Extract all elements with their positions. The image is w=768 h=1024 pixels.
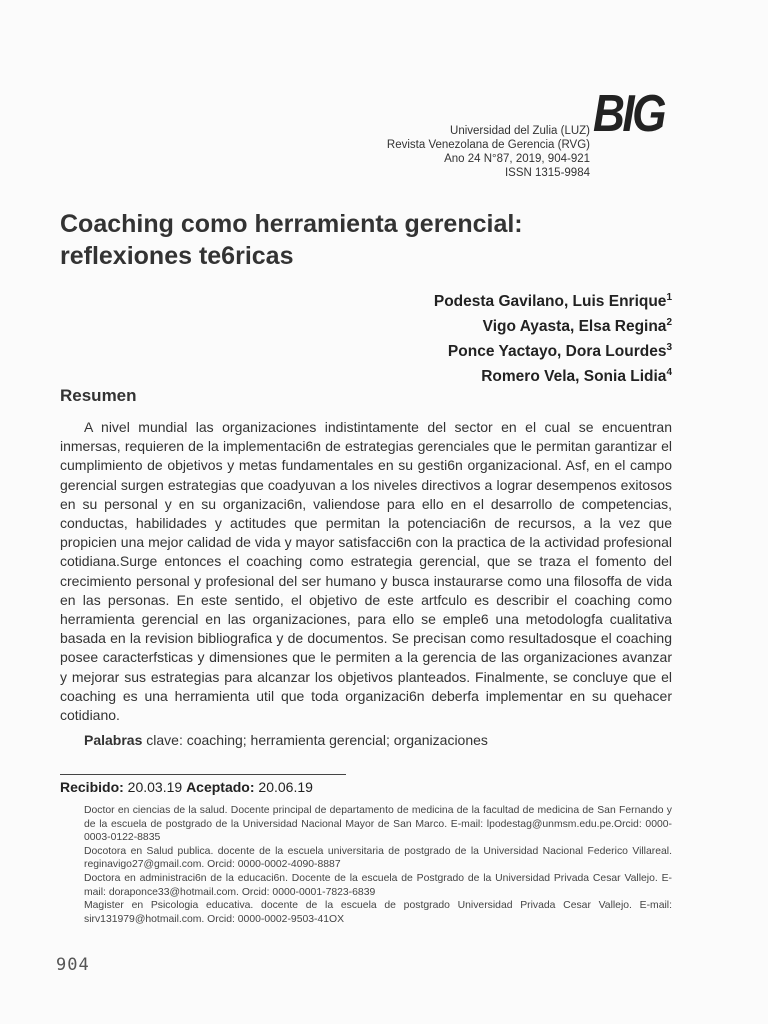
footnote: Doctora en administraci6n de la educaci6n. Docente de la escuela de Postgrado de la Universidad Privada Cesar Vallejo. E-mail: doraponce33@hotmail.com. Orcid: 0000-0001-7823-6839	[84, 872, 672, 898]
author-mark: 1	[666, 292, 672, 303]
footnote: Magister en Psicologia educativa. docente de la escuela de postgrado Universidad Privada Cesar Vallejo. E-mail: sirv131979@hotmail.com. Orcid: 0000-0002-9503-41OX	[84, 900, 672, 925]
author-mark: 3	[666, 342, 672, 354]
masthead-line: Ano 24 N°87, 2019, 904-921	[444, 153, 590, 165]
received-date: 20.03.19	[123, 779, 187, 795]
author-footnotes	[84, 804, 672, 926]
page-number: 904	[56, 955, 90, 975]
abstract-heading: Resumen	[60, 386, 137, 405]
author	[252, 337, 672, 362]
accepted-label: Aceptado:	[186, 779, 255, 795]
title-line: reflexiones te6ricas	[60, 242, 294, 270]
author-mark: 2	[666, 317, 672, 329]
keywords-value: coaching; herramienta gerencial; organizaciones	[182, 732, 488, 748]
author-name: Vigo Ayasta, Elsa Regina	[482, 318, 667, 336]
author-list	[252, 287, 672, 388]
author	[252, 287, 672, 312]
keywords-label-rest: clave:	[142, 732, 183, 748]
masthead-line: Universidad del Zulia (LUZ)	[450, 125, 590, 137]
author	[252, 312, 672, 337]
author-name: Podesta Gavilano, Luis Enrique	[433, 293, 667, 311]
journal-logo: BIG	[593, 85, 664, 143]
author	[252, 362, 672, 387]
abstract-text: A nivel mundial las organizaciones indistintamente del sector en el cual se encuentran inmersas, requieren de la implementaci6n de estrategias gerenciales que le permitan garantizar el cumplimiento de objetivos y metas fundamentales en su gesti6n organizacional. Asf, en el campo gerencial surgen estrategias que coadyuvan a los niveles directivos a lograr desempenos exitosos en su personal y en su organizaci6n, valiendose para ello en el desarrollo de competencias, conductas, habilidades y actitudes que permitan la potenciaci6n de recursos, a la vez que propicien una mejor calidad de vida y mayor satisfacci6n con la practica de la actividad profesional cotidiana.Surge entonces el coaching como estrategia gerencial, que se traza el fomento del crecimiento personal y profesional del ser humano y busca instaurarse como una filosoffa de vida en las personas. En este sentido, el objetivo de este artfculo es describir el coaching como herramienta gerencial en las organizaciones, para ello se emple6 una metodologfa cualitativa basada en la revision bibliografica y de documentos. Se precisan como resultadosque el coaching posee caracterfsticas y dimensiones que le permiten a la gerencia de las organizaciones avanzar y mejorar sus estrategias para alcanzar los objetivos planteados. Finalmente, se concluye que el coaching es una herramienta util que toda organizaci6n deberfa implementar en su quehacer cotidiano.	[60, 419, 672, 724]
footnote-divider	[60, 774, 346, 775]
author-mark: 4	[666, 367, 672, 379]
masthead-line: ISSN 1315-9984	[504, 167, 590, 179]
footnote: Docotora en Salud publica. docente de la escuela universitaria de postgrado de la Universidad Nacional Federico Villareal. reginavigo27@gmail.com. Orcid: 0000-0002-4090-8887	[84, 845, 672, 871]
author-name: Ponce Yactayo, Dora Lourdes	[447, 343, 667, 361]
masthead-line: Revista Venezolana de Gerencia (RVG)	[386, 139, 590, 151]
accepted-date: 20.06.19	[254, 779, 313, 795]
journal-masthead	[330, 124, 590, 180]
keywords-label-bold: Palabras	[84, 732, 143, 748]
title-line: Coaching como herramienta gerencial:	[60, 210, 523, 238]
submission-dates	[60, 779, 313, 795]
received-label: Recibido:	[60, 779, 124, 795]
author-name: Romero Vela, Sonia Lidia	[481, 368, 667, 386]
keywords	[84, 732, 684, 748]
article-title	[60, 208, 700, 272]
footnote: Doctor en ciencias de la salud. Docente principal de departamento de medicina de la facultad de medicina de San Fernando y de la escuela de postgrado de la Universidad Nacional Mayor de San Marco. E-mail: lpodestag@unmsm.edu.pe.Orcid: 0000-0003-0122-8835	[84, 805, 672, 844]
